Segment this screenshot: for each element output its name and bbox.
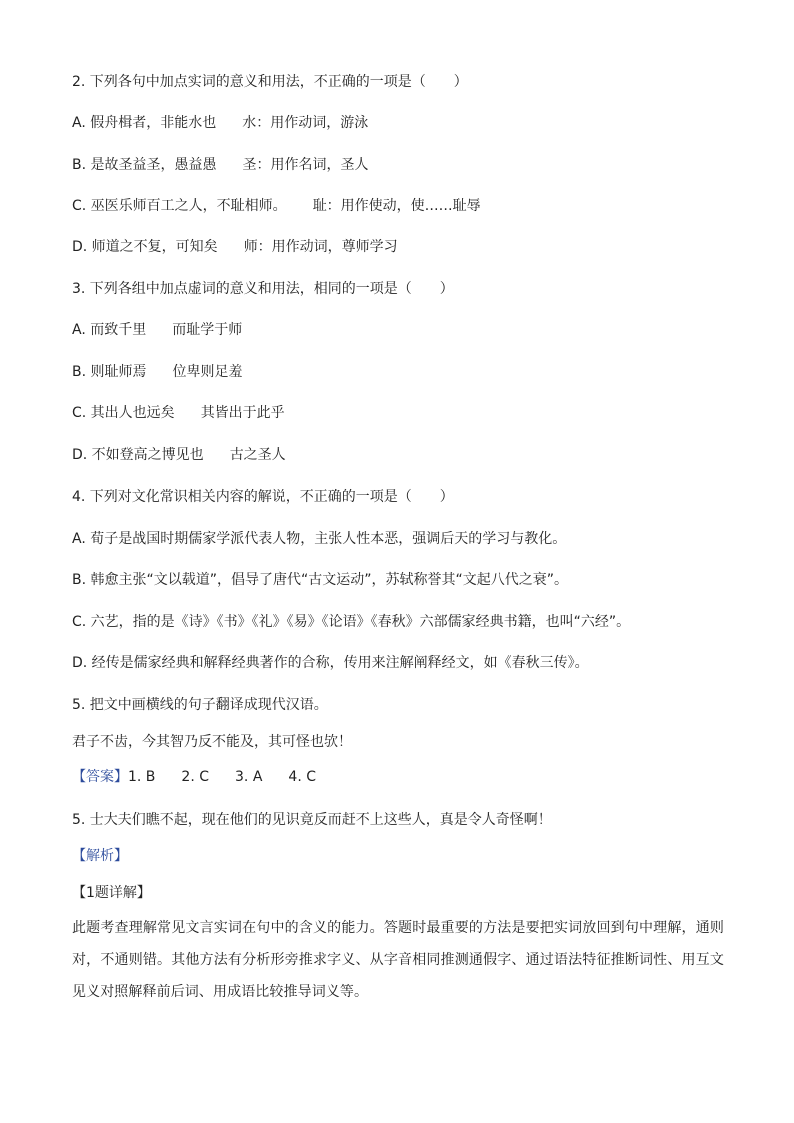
q2-option-c: [72, 196, 481, 216]
q4-stem: 4. 下列对文化常识相关内容的解说，不正确的一项是（ ）: [72, 489, 454, 505]
q2-a-sentence: A. 假舟楫者，非能水也: [72, 115, 217, 131]
q3-c-left: C. 其出人也远矣: [72, 405, 175, 421]
q3-option-d: [72, 445, 286, 465]
q2-a-note: 水：用作动词，游泳: [242, 115, 369, 131]
q5-stem: 5. 把文中画横线的句子翻译成现代汉语。: [72, 697, 328, 713]
q4-option-c: C. 六艺，指的是《诗》《书》《礼》《易》《论语》《春秋》六部儒家经典书籍，也叫“六经”。: [72, 614, 631, 630]
q3-option-c: [72, 403, 285, 423]
analysis-label: 【解析】: [72, 848, 128, 864]
answer-4: 4. C: [288, 769, 316, 785]
q3-d-right: 古之圣人: [229, 447, 286, 463]
answer-label: 【答案】: [72, 769, 128, 785]
answer-row: [72, 767, 316, 787]
q2-d-note: 师：用作动词，尊师学习: [243, 239, 398, 255]
q2-b-note: 圣：用作名词，圣人: [242, 157, 369, 173]
answer-3: 3. A: [235, 769, 263, 785]
q3-b-right: 位卑则足羞: [172, 364, 243, 380]
q3-option-a: [72, 320, 242, 340]
q4-option-a: A. 荀子是战国时期儒家学派代表人物，主张人性本恶，强调后天的学习与教化。: [72, 531, 567, 547]
q4-option-d: D. 经传是儒家经典和解释经典著作的合称，传用来注解阐释经文，如《春秋三传》。: [72, 655, 589, 671]
analysis-detail-title: 【1题详解】: [72, 885, 151, 901]
answer-5: 5. 士大夫们瞧不起，现在他们的见识竟反而赶不上这些人，真是令人奇怪啊！: [72, 812, 552, 828]
q3-c-right: 其皆出于此乎: [200, 405, 285, 421]
q3-b-left: B. 则耻师焉: [72, 364, 147, 380]
q2-d-sentence: D. 师道之不复，可知矣: [72, 239, 218, 255]
q2-stem: 2. 下列各句中加点实词的意义和用法，不正确的一项是（ ）: [72, 74, 468, 90]
q5-sentence: 君子不齿，今其智乃反不能及，其可怪也欤！: [72, 734, 352, 750]
q2-option-d: [72, 237, 398, 257]
q2-b-sentence: B. 是故圣益圣，愚益愚: [72, 157, 217, 173]
q3-d-left: D. 不如登高之博见也: [72, 447, 204, 463]
q2-c-note: 耻：用作使动，使……耻辱: [312, 198, 481, 214]
q2-option-b: [72, 155, 369, 175]
analysis-paragraph: 此题考查理解常见文言实词在句中的含义的能力。答题时最重要的方法是要把实词放回到句中理解，通则对，不通则错。其他方法有分析形旁推求字义、从字音相同推测通假字、通过语法特征推断词性、用互文见义对照解释前后词、用成语比较推导词义等。: [72, 920, 724, 1000]
q3-option-b: [72, 362, 243, 382]
q3-a-right: 而耻学于师: [172, 322, 243, 338]
q3-stem: 3. 下列各组中加点虚词的意义和用法，相同的一项是（ ）: [72, 281, 454, 297]
q4-option-b: B. 韩愈主张“文以载道”，倡导了唐代“古文运动”，苏轼称誉其“文起八代之衰”。: [72, 572, 569, 588]
answer-1: 1. B: [128, 769, 156, 785]
q3-a-left: A. 而致千里: [72, 322, 147, 338]
q2-option-a: [72, 113, 368, 133]
answer-2: 2. C: [181, 769, 210, 785]
q2-c-sentence: C. 巫医乐师百工之人，不耻相师。: [72, 198, 287, 214]
